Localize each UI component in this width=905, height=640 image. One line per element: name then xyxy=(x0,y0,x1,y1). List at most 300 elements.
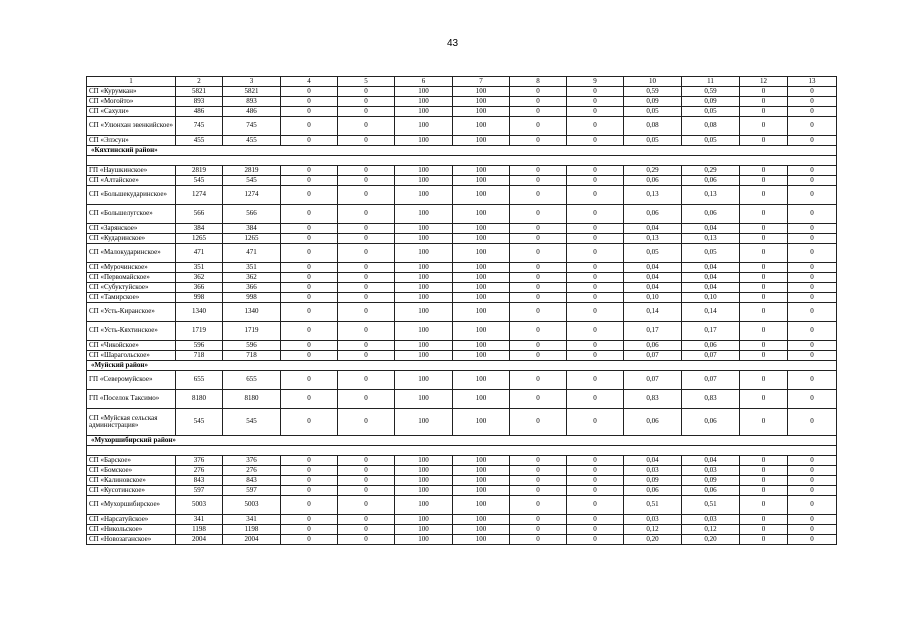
spacer-cell xyxy=(87,446,837,456)
table-row xyxy=(87,273,837,283)
table-cell: 0 xyxy=(788,224,837,234)
settlement-name: ГП «Наушкинское» xyxy=(87,166,176,176)
table-cell: 0 xyxy=(510,341,567,351)
table-cell: 486 xyxy=(223,107,281,117)
table-cell: 100 xyxy=(395,117,453,136)
table-cell: 0 xyxy=(338,476,395,486)
table-cell: 0 xyxy=(740,371,788,390)
spacer-cell xyxy=(87,156,837,166)
table-cell: 0 xyxy=(510,234,567,244)
table-body xyxy=(87,77,837,545)
table-cell: 655 xyxy=(223,371,281,390)
table-cell: 100 xyxy=(395,224,453,234)
table-cell: 0 xyxy=(281,234,338,244)
table-cell: 0,07 xyxy=(624,371,682,390)
table-cell: 0 xyxy=(281,341,338,351)
table-cell: 0,83 xyxy=(624,390,682,409)
settlement-name: СП «Улюнхан эвенкийское» xyxy=(87,117,176,136)
table-cell: 100 xyxy=(453,535,510,545)
table-cell: 5821 xyxy=(176,87,223,97)
table-cell: 893 xyxy=(176,97,223,107)
table-cell: 100 xyxy=(453,496,510,515)
section-title: «Кяхтинский район» xyxy=(87,146,837,156)
table-cell: 1198 xyxy=(176,525,223,535)
table-cell: 1265 xyxy=(176,234,223,244)
column-header: 2 xyxy=(176,77,223,87)
table-cell: 0 xyxy=(510,263,567,273)
table-cell: 0 xyxy=(567,341,624,351)
table-cell: 0 xyxy=(281,476,338,486)
table-cell: 0 xyxy=(788,293,837,303)
table-cell: 843 xyxy=(223,476,281,486)
table-cell: 0,06 xyxy=(682,205,740,224)
table-cell: 998 xyxy=(223,293,281,303)
table-cell: 718 xyxy=(223,351,281,361)
table-cell: 718 xyxy=(176,351,223,361)
column-header: 4 xyxy=(281,77,338,87)
settlement-name: СП «Никольское» xyxy=(87,525,176,535)
table-cell: 0 xyxy=(510,205,567,224)
table-cell: 0 xyxy=(788,166,837,176)
table-cell: 100 xyxy=(395,293,453,303)
settlement-name: СП «Мухоршибирское» xyxy=(87,496,176,515)
table-cell: 0 xyxy=(567,456,624,466)
table-cell: 100 xyxy=(453,186,510,205)
table-cell: 0 xyxy=(338,234,395,244)
settlement-name: СП «Усть-Киранское» xyxy=(87,303,176,322)
table-cell: 0 xyxy=(338,486,395,496)
table-cell: 0,04 xyxy=(624,224,682,234)
section-row xyxy=(87,436,837,446)
table-cell: 0 xyxy=(567,409,624,436)
table-cell: 0 xyxy=(567,371,624,390)
table-cell: 0 xyxy=(510,186,567,205)
table-cell: 100 xyxy=(395,322,453,341)
table-cell: 0,06 xyxy=(682,341,740,351)
table-cell: 366 xyxy=(176,283,223,293)
table-cell: 100 xyxy=(395,107,453,117)
table-cell: 0 xyxy=(740,166,788,176)
table-cell: 0 xyxy=(567,466,624,476)
table-cell: 0 xyxy=(740,87,788,97)
table-cell: 0 xyxy=(788,515,837,525)
table-row xyxy=(87,244,837,263)
table-cell: 362 xyxy=(223,273,281,283)
table-cell: 0 xyxy=(338,466,395,476)
column-header: 3 xyxy=(223,77,281,87)
table-cell: 0 xyxy=(281,87,338,97)
table-cell: 0 xyxy=(338,371,395,390)
table-cell: 100 xyxy=(453,515,510,525)
table-cell: 0 xyxy=(338,107,395,117)
table-cell: 596 xyxy=(176,341,223,351)
table-cell: 0,07 xyxy=(624,351,682,361)
table-cell: 0 xyxy=(510,371,567,390)
table-cell: 0 xyxy=(740,136,788,146)
table-cell: 100 xyxy=(453,525,510,535)
column-header: 1 xyxy=(87,77,176,87)
settlement-name: СП «Барское» xyxy=(87,456,176,466)
table-cell: 100 xyxy=(453,390,510,409)
table-cell: 0 xyxy=(338,263,395,273)
table-cell: 100 xyxy=(395,371,453,390)
settlement-name: СП «Первомайское» xyxy=(87,273,176,283)
table-cell: 0 xyxy=(510,244,567,263)
table-cell: 0,29 xyxy=(624,166,682,176)
table-cell: 0 xyxy=(338,283,395,293)
table-cell: 0 xyxy=(567,283,624,293)
table-cell: 100 xyxy=(395,341,453,351)
table-cell: 0 xyxy=(788,273,837,283)
table-row xyxy=(87,234,837,244)
table-cell: 0 xyxy=(567,303,624,322)
table-cell: 0,04 xyxy=(624,273,682,283)
table-cell: 100 xyxy=(395,244,453,263)
table-cell: 0 xyxy=(740,466,788,476)
table-cell: 597 xyxy=(176,486,223,496)
table-cell: 0 xyxy=(788,466,837,476)
table-cell: 100 xyxy=(453,234,510,244)
table-row xyxy=(87,303,837,322)
table-cell: 0,13 xyxy=(624,186,682,205)
table-cell: 0 xyxy=(510,166,567,176)
table-cell: 0 xyxy=(281,351,338,361)
table-cell: 0 xyxy=(281,205,338,224)
table-row xyxy=(87,351,837,361)
table-row xyxy=(87,283,837,293)
table-cell: 0 xyxy=(788,456,837,466)
table-row xyxy=(87,409,837,436)
settlement-name: СП «Малокударинское» xyxy=(87,244,176,263)
table-cell: 100 xyxy=(395,303,453,322)
table-row xyxy=(87,224,837,234)
table-cell: 0 xyxy=(740,224,788,234)
table-cell: 0 xyxy=(281,176,338,186)
table-cell: 998 xyxy=(176,293,223,303)
table-cell: 0 xyxy=(510,107,567,117)
table-cell: 351 xyxy=(223,263,281,273)
table-cell: 0,13 xyxy=(624,234,682,244)
table-cell: 1198 xyxy=(223,525,281,535)
table-cell: 0 xyxy=(740,476,788,486)
table-cell: 0 xyxy=(567,515,624,525)
table-cell: 0 xyxy=(281,515,338,525)
table-cell: 100 xyxy=(395,136,453,146)
settlement-name: СП «Большелугское» xyxy=(87,205,176,224)
table-cell: 100 xyxy=(395,496,453,515)
table-cell: 0 xyxy=(510,176,567,186)
table-cell: 0,04 xyxy=(682,456,740,466)
table-row xyxy=(87,87,837,97)
table-cell: 0 xyxy=(338,341,395,351)
table-cell: 0,04 xyxy=(682,263,740,273)
table-cell: 0,59 xyxy=(624,87,682,97)
table-cell: 843 xyxy=(176,476,223,486)
table-cell: 100 xyxy=(453,466,510,476)
table-cell: 100 xyxy=(453,166,510,176)
table-cell: 0 xyxy=(740,205,788,224)
table-cell: 0 xyxy=(281,303,338,322)
table-cell: 100 xyxy=(395,390,453,409)
table-cell: 0,03 xyxy=(624,466,682,476)
table-cell: 100 xyxy=(453,303,510,322)
table-cell: 0 xyxy=(567,322,624,341)
table-row xyxy=(87,466,837,476)
table-cell: 100 xyxy=(453,87,510,97)
table-row xyxy=(87,136,837,146)
table-cell: 100 xyxy=(395,87,453,97)
table-cell: 351 xyxy=(176,263,223,273)
settlement-name: ГП «Поселок Таксимо» xyxy=(87,390,176,409)
table-cell: 0 xyxy=(338,117,395,136)
table-cell: 0 xyxy=(740,186,788,205)
table-cell: 0 xyxy=(510,486,567,496)
table-cell: 100 xyxy=(395,351,453,361)
settlement-name: СП «Могойто» xyxy=(87,97,176,107)
table-cell: 0,12 xyxy=(682,525,740,535)
table-cell: 0,08 xyxy=(624,117,682,136)
table-cell: 0 xyxy=(788,87,837,97)
table-cell: 0 xyxy=(510,293,567,303)
table-cell: 0,17 xyxy=(682,322,740,341)
table-cell: 0 xyxy=(281,224,338,234)
column-header: 12 xyxy=(740,77,788,87)
table-cell: 0 xyxy=(338,205,395,224)
table-cell: 486 xyxy=(176,107,223,117)
table-cell: 0 xyxy=(740,341,788,351)
table-cell: 0 xyxy=(510,97,567,107)
table-cell: 100 xyxy=(395,515,453,525)
table-cell: 0 xyxy=(788,244,837,263)
table-cell: 100 xyxy=(395,535,453,545)
table-cell: 545 xyxy=(223,176,281,186)
table-cell: 0,04 xyxy=(682,273,740,283)
table-cell: 5003 xyxy=(223,496,281,515)
table-cell: 0,51 xyxy=(682,496,740,515)
table-cell: 0 xyxy=(740,390,788,409)
settlement-name: СП «Бомское» xyxy=(87,466,176,476)
settlement-name: СП «Калиновское» xyxy=(87,476,176,486)
table-cell: 384 xyxy=(176,224,223,234)
column-header: 8 xyxy=(510,77,567,87)
table-cell: 1719 xyxy=(223,322,281,341)
table-cell: 0,06 xyxy=(624,205,682,224)
table-cell: 0 xyxy=(740,283,788,293)
table-cell: 0 xyxy=(567,476,624,486)
table-cell: 0,17 xyxy=(624,322,682,341)
table-cell: 655 xyxy=(176,371,223,390)
table-cell: 0 xyxy=(567,186,624,205)
table-cell: 0 xyxy=(281,244,338,263)
table-cell: 376 xyxy=(223,456,281,466)
table-cell: 100 xyxy=(395,273,453,283)
table-cell: 0,05 xyxy=(682,244,740,263)
table-cell: 0 xyxy=(788,535,837,545)
spacer-row xyxy=(87,446,837,456)
table-cell: 100 xyxy=(453,341,510,351)
table-cell: 100 xyxy=(453,273,510,283)
table-cell: 0,09 xyxy=(624,476,682,486)
table-cell: 0,04 xyxy=(682,283,740,293)
settlement-name: СП «Большекударинское» xyxy=(87,186,176,205)
table-cell: 0 xyxy=(338,390,395,409)
table-cell: 471 xyxy=(176,244,223,263)
table-cell: 0 xyxy=(567,244,624,263)
table-cell: 545 xyxy=(223,409,281,436)
table-cell: 0 xyxy=(281,456,338,466)
table-cell: 1719 xyxy=(176,322,223,341)
table-cell: 0,10 xyxy=(682,293,740,303)
table-cell: 471 xyxy=(223,244,281,263)
table-cell: 0 xyxy=(740,107,788,117)
table-row xyxy=(87,293,837,303)
settlement-name: СП «Муйская сельская администрация» xyxy=(87,409,176,436)
table-cell: 0 xyxy=(338,535,395,545)
table-cell: 0 xyxy=(510,303,567,322)
table-cell: 0 xyxy=(510,525,567,535)
table-cell: 100 xyxy=(453,409,510,436)
table-cell: 100 xyxy=(395,166,453,176)
table-cell: 566 xyxy=(223,205,281,224)
section-row xyxy=(87,146,837,156)
table-cell: 0 xyxy=(510,409,567,436)
table-cell: 0 xyxy=(567,136,624,146)
table-cell: 100 xyxy=(453,476,510,486)
table-cell: 0 xyxy=(740,486,788,496)
table-cell: 0,03 xyxy=(624,515,682,525)
table-cell: 0 xyxy=(788,205,837,224)
table-cell: 0,03 xyxy=(682,466,740,476)
table-cell: 0 xyxy=(281,466,338,476)
table-cell: 0 xyxy=(338,166,395,176)
table-cell: 0 xyxy=(281,535,338,545)
table-cell: 1274 xyxy=(223,186,281,205)
table-cell: 2819 xyxy=(223,166,281,176)
section-title: «Муйский район» xyxy=(87,361,837,371)
table-cell: 0 xyxy=(281,322,338,341)
table-cell: 0 xyxy=(510,515,567,525)
table-cell: 0 xyxy=(338,293,395,303)
table-cell: 0 xyxy=(338,515,395,525)
table-cell: 0 xyxy=(281,496,338,515)
table-cell: 0 xyxy=(788,496,837,515)
section-title: «Мухоршибирский район» xyxy=(87,436,837,446)
table-cell: 0 xyxy=(788,263,837,273)
table-cell: 0 xyxy=(338,496,395,515)
table-cell: 0 xyxy=(740,244,788,263)
table-cell: 0 xyxy=(788,371,837,390)
table-cell: 2004 xyxy=(223,535,281,545)
table-cell: 384 xyxy=(223,224,281,234)
table-cell: 0 xyxy=(740,117,788,136)
table-cell: 0,05 xyxy=(624,107,682,117)
table-cell: 0 xyxy=(788,476,837,486)
settlement-name: СП «Кударинское» xyxy=(87,234,176,244)
table-cell: 100 xyxy=(395,186,453,205)
table-cell: 0 xyxy=(510,283,567,293)
table-cell: 0,13 xyxy=(682,186,740,205)
table-cell: 0,07 xyxy=(682,351,740,361)
table-cell: 1265 xyxy=(223,234,281,244)
table-cell: 0 xyxy=(281,97,338,107)
table-cell: 0 xyxy=(740,97,788,107)
table-cell: 0 xyxy=(281,117,338,136)
table-cell: 100 xyxy=(453,224,510,234)
table-cell: 276 xyxy=(223,466,281,476)
table-row xyxy=(87,525,837,535)
table-cell: 0 xyxy=(567,205,624,224)
table-cell: 0 xyxy=(788,283,837,293)
section-row xyxy=(87,361,837,371)
table-cell: 0 xyxy=(338,87,395,97)
table-cell: 596 xyxy=(223,341,281,351)
table-cell: 0 xyxy=(510,117,567,136)
table-cell: 0,07 xyxy=(682,371,740,390)
table-cell: 100 xyxy=(453,486,510,496)
table-cell: 0 xyxy=(281,486,338,496)
table-cell: 0,09 xyxy=(624,97,682,107)
table-cell: 0 xyxy=(510,456,567,466)
table-cell: 0 xyxy=(281,371,338,390)
table-cell: 0 xyxy=(510,224,567,234)
table-cell: 100 xyxy=(395,234,453,244)
table-cell: 0 xyxy=(788,409,837,436)
table-cell: 0 xyxy=(338,224,395,234)
table-cell: 0,09 xyxy=(682,476,740,486)
table-row xyxy=(87,390,837,409)
table-cell: 0 xyxy=(338,136,395,146)
settlement-name: СП «Курумкан» xyxy=(87,87,176,97)
table-row xyxy=(87,535,837,545)
table-cell: 0 xyxy=(740,176,788,186)
table-row xyxy=(87,166,837,176)
table-cell: 0 xyxy=(510,273,567,283)
table-cell: 100 xyxy=(395,525,453,535)
table-cell: 0,06 xyxy=(682,409,740,436)
table-cell: 0,06 xyxy=(624,341,682,351)
table-cell: 0,14 xyxy=(682,303,740,322)
table-cell: 0 xyxy=(740,351,788,361)
table-cell: 0 xyxy=(567,390,624,409)
table-cell: 0 xyxy=(788,107,837,117)
table-cell: 2004 xyxy=(176,535,223,545)
table-cell: 0 xyxy=(567,87,624,97)
table-cell: 100 xyxy=(395,283,453,293)
table-cell: 0,05 xyxy=(624,136,682,146)
table-cell: 0 xyxy=(281,136,338,146)
table-cell: 0,04 xyxy=(624,283,682,293)
table-cell: 0 xyxy=(510,390,567,409)
table-cell: 0 xyxy=(510,136,567,146)
table-cell: 0 xyxy=(281,409,338,436)
table-cell: 0,20 xyxy=(624,535,682,545)
table-row xyxy=(87,97,837,107)
table-cell: 100 xyxy=(453,176,510,186)
table-cell: 100 xyxy=(453,351,510,361)
table-cell: 100 xyxy=(395,205,453,224)
table-cell: 597 xyxy=(223,486,281,496)
table-cell: 0,06 xyxy=(624,486,682,496)
table-cell: 0 xyxy=(567,535,624,545)
table-cell: 893 xyxy=(223,97,281,107)
table-cell: 0 xyxy=(788,303,837,322)
table-cell: 0 xyxy=(510,322,567,341)
column-header: 10 xyxy=(624,77,682,87)
column-header: 11 xyxy=(682,77,740,87)
table-cell: 0,04 xyxy=(682,224,740,234)
table-cell: 0 xyxy=(338,303,395,322)
table-cell: 0 xyxy=(788,176,837,186)
